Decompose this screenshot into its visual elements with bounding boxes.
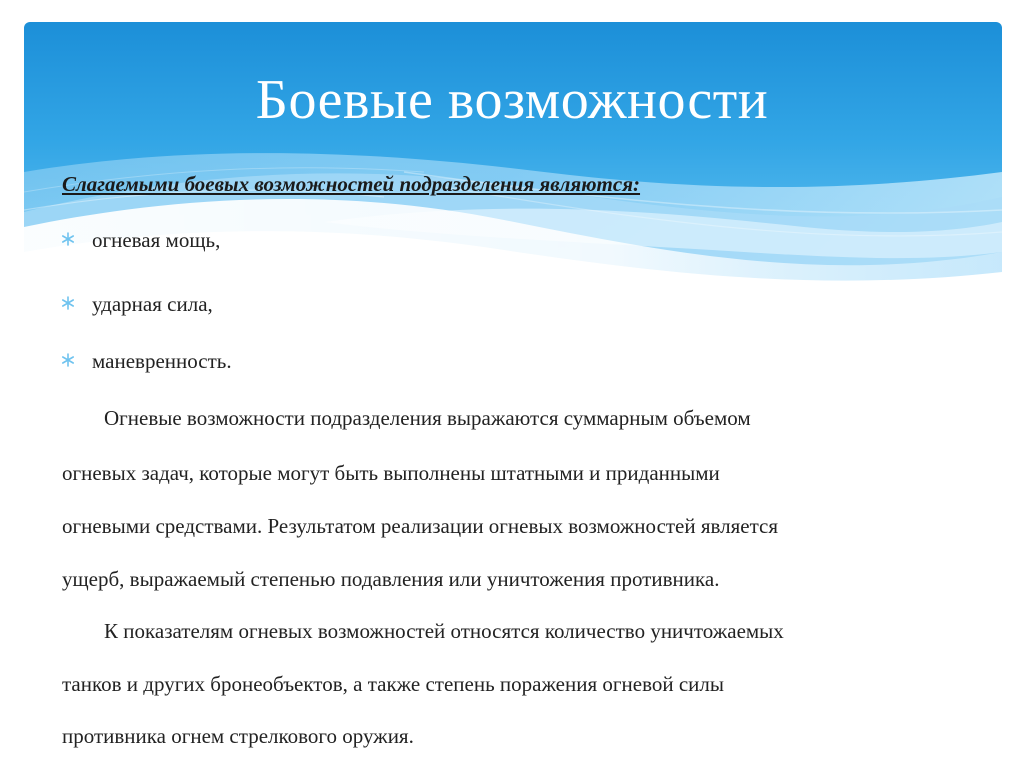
paragraph1-line: огневыми средствами. Результатом реализации огневых возможностей является (62, 514, 779, 538)
bullet-text: маневренность. (92, 349, 232, 373)
paragraph2-line: противника огнем стрелкового оружия. (62, 724, 414, 748)
bullet-text: ударная сила, (92, 292, 213, 316)
paragraph1-line: огневых задач, которые могут быть выполнены штатными и приданными (62, 461, 720, 485)
paragraph2-line: К показателям огневых возможностей относятся количество уничтожаемых (104, 619, 784, 643)
asterisk-bullet-icon (61, 232, 75, 246)
bullet-text: огневая мощь, (92, 228, 221, 252)
paragraph1-line: ущерб, выражаемый степенью подавления или уничтожения противника. (62, 567, 720, 591)
slide-subtitle: Слагаемыми боевых возможностей подразделения являются: (62, 172, 641, 196)
paragraph2-line: танков и других бронеобъектов, а также степень поражения огневой силы (62, 672, 724, 696)
slide-title: Боевые возможности (255, 69, 769, 131)
asterisk-bullet-icon (61, 353, 75, 367)
paragraph1-line: Огневые возможности подразделения выражаются суммарным объемом (104, 406, 751, 430)
asterisk-bullet-icon (61, 296, 75, 310)
